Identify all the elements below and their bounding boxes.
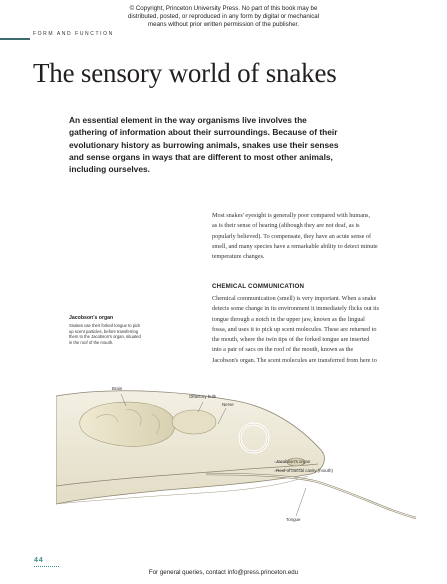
- page-number: 44: [34, 557, 44, 564]
- intro-line: evolutionary history as burrowing animals, snakes use their senses: [69, 139, 339, 150]
- body-line: fossa, and uses it to pick up scent molecules. These are returned to: [212, 325, 377, 333]
- label-olfactory-bulb: Olfactory bulb: [189, 394, 217, 399]
- body-line: Most snakes' eyesight is generally poor compared with humans,: [212, 212, 371, 219]
- label-tongue: Tongue: [286, 517, 301, 522]
- body-paragraph-2: [212, 294, 417, 366]
- footer-contact: For general queries, contact info@press.princeton.edu: [148, 569, 299, 576]
- label-jacobsons-organ: Jacobson's organ: [276, 459, 311, 464]
- page-title: The sensory world of snakes: [33, 58, 337, 88]
- body-line: Chemical communication (smell) is very important. When a snake: [212, 295, 377, 302]
- intro-paragraph: [69, 114, 387, 175]
- olfactory-bulb-shape: [172, 410, 216, 434]
- copyright-line: © Copyright, Princeton University Press. No part of this book may be: [129, 5, 318, 12]
- body-line: temperature changes.: [212, 253, 265, 261]
- snake-head-illustration: [56, 378, 426, 528]
- body-line: tongue through a notch in the upper jaw, known as the lingual: [212, 315, 365, 323]
- copyright-line: distributed, posted, or reproduced in any form by digital or mechanical: [127, 13, 320, 21]
- body-line: the mouth, where the twin tips of the forked tongue are inserted: [212, 336, 370, 344]
- intro-line: including ourselves.: [69, 164, 150, 175]
- body-line: Jacobson's organ. The scent molecules are transferred from here to: [212, 356, 377, 364]
- body-line: popularly believed). To compensate, they have an acute sense of: [212, 232, 372, 240]
- caption-line: in the roof of the mouth.: [69, 339, 114, 345]
- body-paragraph-1: [212, 211, 417, 262]
- body-line: detects some change in its environment it immediately flicks out its: [212, 305, 380, 313]
- intro-line: and sense organs in ways that are different to most other animals,: [69, 151, 333, 162]
- page-number-rule: [34, 566, 59, 568]
- body-line: into a pair of sacs on the roof of the mouth, known as the: [212, 346, 354, 354]
- caption-line: them to the Jacobson's organ, situated: [69, 334, 141, 340]
- intro-line: An essential element in the way organisms live involves the: [69, 115, 307, 125]
- caption-line: Snakes use their forked tongue to pick: [69, 323, 141, 328]
- caption-title: Jacobson's organ: [69, 315, 114, 321]
- body-line: as is their sense of hearing (although they are not deaf, as is: [212, 222, 360, 230]
- caption-text: [69, 323, 189, 345]
- caption-line: up scent particles, before transferring: [69, 328, 139, 334]
- intro-line: gathering of information about their surroundings. Because of their: [69, 127, 338, 138]
- label-roof-of-mouth: Roof of buccal cavity (mouth): [276, 468, 333, 473]
- body-line: smell, and many species have a remarkable ability to detect minute: [212, 242, 378, 250]
- subheading: CHEMICAL COMMUNICATION: [212, 283, 305, 290]
- copyright-notice: [0, 5, 447, 30]
- copyright-line: means without prior written permission of the publisher.: [148, 21, 299, 29]
- section-rule: [0, 38, 30, 40]
- label-nerve: Nerve: [222, 402, 234, 407]
- label-brain: Brain: [112, 386, 123, 391]
- section-label: FORM AND FUNCTION: [33, 31, 114, 37]
- snake-head-diagram: [56, 378, 426, 528]
